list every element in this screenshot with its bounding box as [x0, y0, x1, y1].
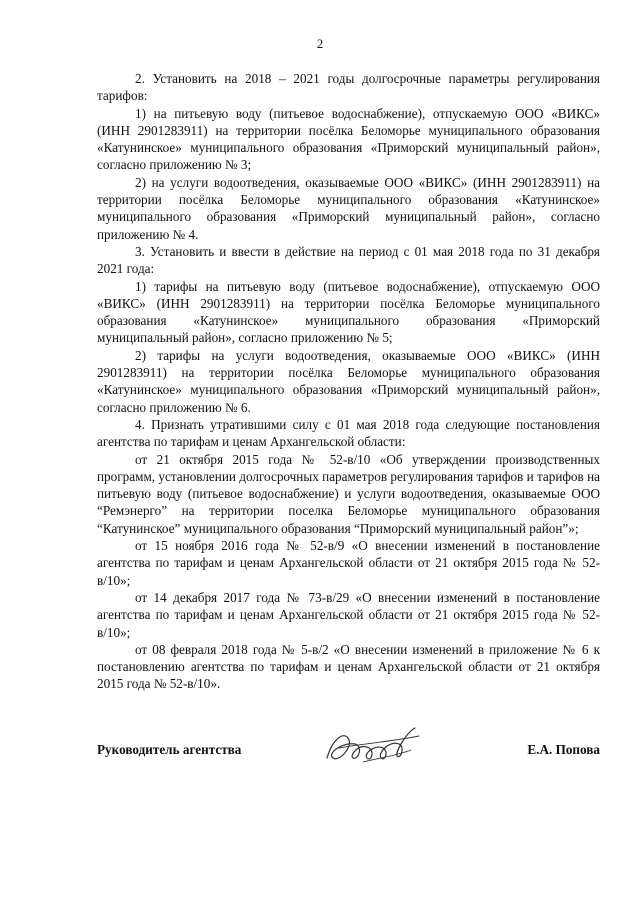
signer-name: Е.А. Попова [527, 742, 600, 757]
signature-block [97, 740, 600, 770]
paragraph-3: 3. Установить и ввести в действие на период с 01 мая 2018 года по 31 декабря 2021 года: [97, 243, 600, 277]
repealed-item-2: от 15 ноября 2016 года № 52-в/9 «О внесении изменений в постановление агентства по тарифам и ценам Архангельской области от 21 октября 2015 года № 52-в/10»; [97, 538, 600, 588]
document-body [97, 70, 600, 693]
repealed-item-3: от 14 декабря 2017 года № 73-в/29 «О внесении изменений в постановление агентства по тарифам и ценам Архангельской области от 21 октября 2015 года № 52-в/10»; [97, 589, 600, 640]
handwritten-signature [319, 718, 429, 774]
paragraph-2-1: 1) на питьевую воду (питьевое водоснабжение), отпускаемую ООО «ВИКС» (ИНН 2901283911) на территории посёлка Беломорье муниципального образования «Катунинское» муниципального образования «Приморский муниципальный район», согласно приложению № 3; [97, 105, 600, 173]
page-number: 2 [316, 36, 324, 51]
paragraph-2-2: 2) на услуги водоотведения, оказываемые ООО «ВИКС» (ИНН 2901283911) на территории посёлка Беломорье муниципального образования «Катунинское» муниципального образования «Приморский муниципальный район», согласно приложению № 4. [97, 174, 600, 242]
paragraph-3-1: 1) тарифы на питьевую воду (питьевое водоснабжение), отпускаемую ООО «ВИКС» (ИНН 2901283911) на территории посёлка Беломорье муниципального образования «Катунинское» муниципального образования «Приморский муниципальный район», согласно приложению № 5; [97, 278, 600, 346]
signer-position: Руководитель агентства [97, 742, 242, 757]
paragraph-3-2: 2) тарифы на услуги водоотведения, оказываемые ООО «ВИКС» (ИНН 2901283911) на территории посёлка Беломорье муниципального образования «Катунинское» муниципального образования «Приморский муниципальный район», согласно приложению № 6. [97, 347, 600, 415]
repealed-item-1: от 21 октября 2015 года № 52-в/10 «Об утверждении производственных программ, установлении долгосрочных параметров регулирования тарифов и тарифов на питьевую воду (питьевое водоснабжение) и услуги водоотведения, оказываемые ООО “Ремэнерго” на территории поселка Беломорье муниципального образования “Катунинское” муниципального образования “Приморский муниципальный район”»; [97, 451, 600, 536]
paragraph-2: 2. Установить на 2018 – 2021 годы долгосрочные параметры регулирования тарифов: [97, 71, 600, 104]
repealed-item-4: от 08 февраля 2018 года № 5-в/2 «О внесении изменений в приложение № 6 к постановлению агентства по тарифам и ценам Архангельской области от 21 октября 2015 года № 52-в/10». [97, 641, 600, 692]
paragraph-4: 4. Признать утратившими силу с 01 мая 2018 года следующие постановления агентства по тарифам и ценам Архангельской области: [97, 416, 600, 450]
